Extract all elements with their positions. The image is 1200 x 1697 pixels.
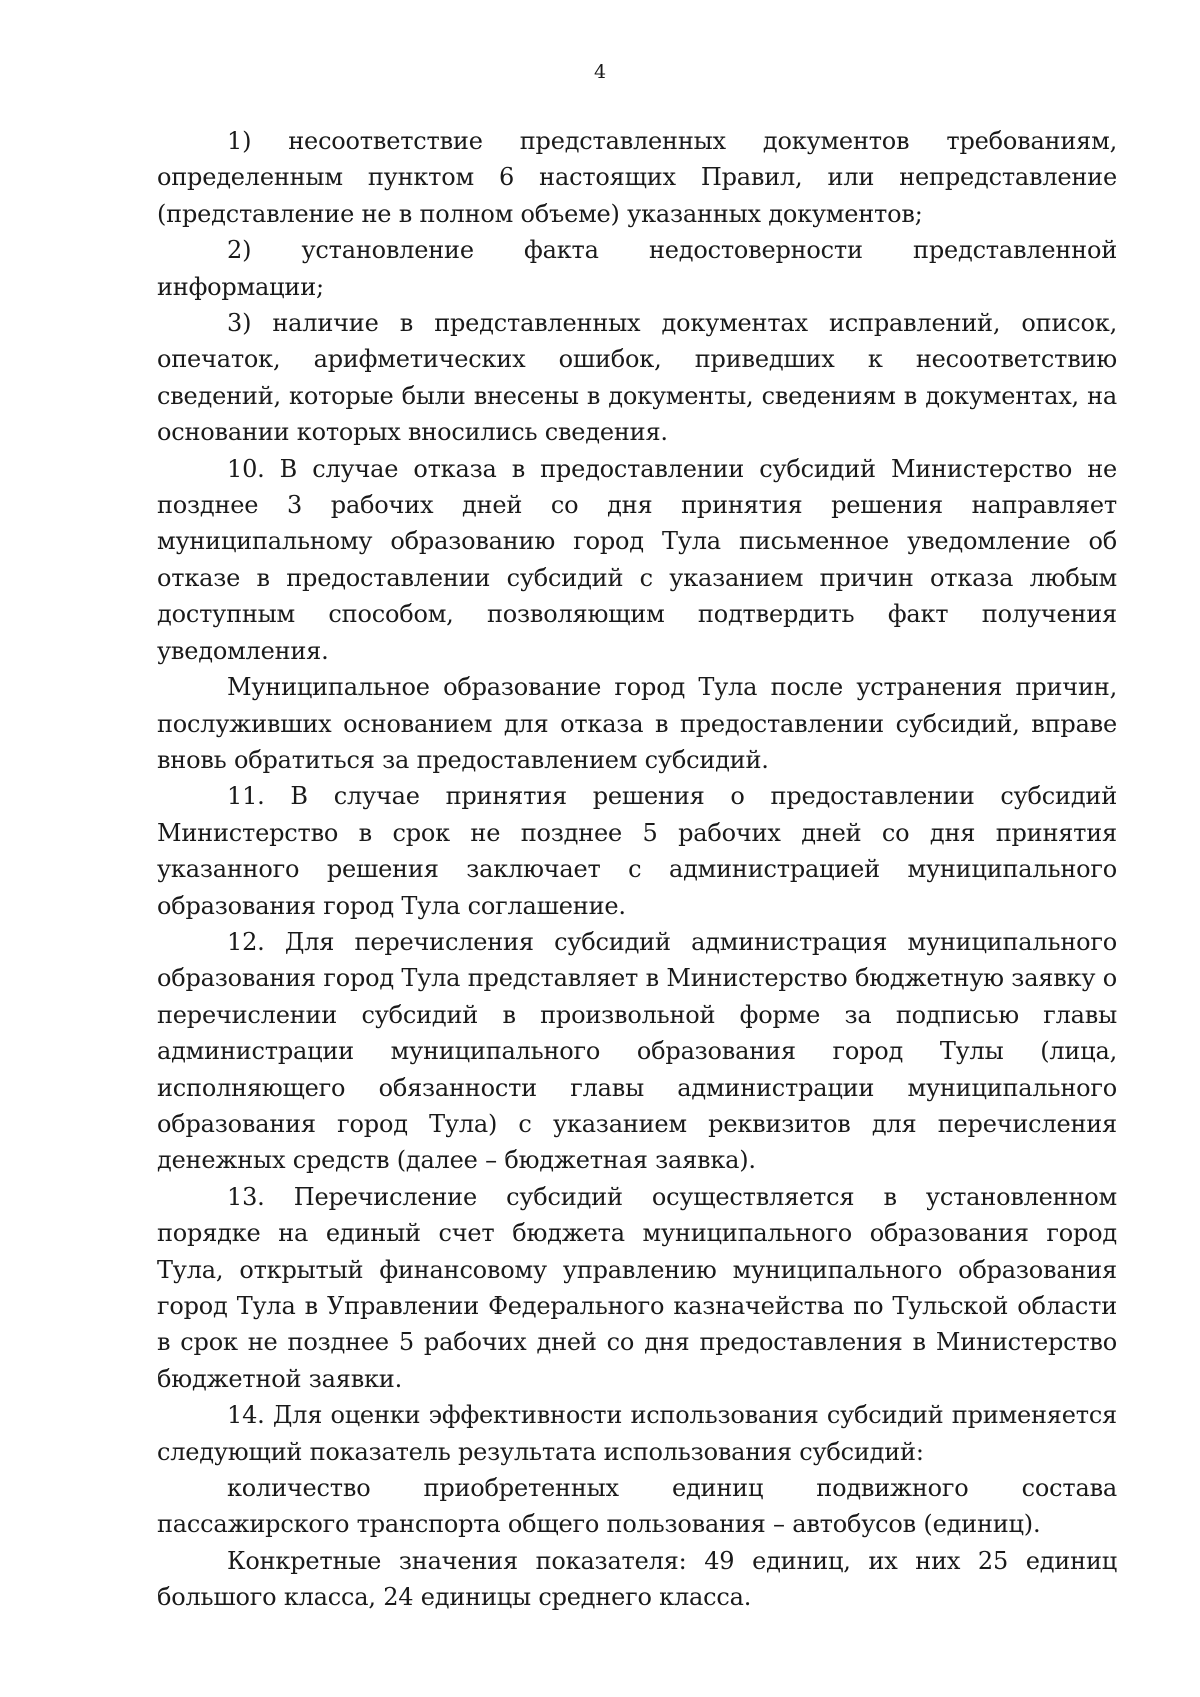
document-body (157, 123, 1117, 1616)
paragraph-12: 12. Для перечисления субсидий администрация муниципального образования город Тула представляет в Министерство бюджетную заявку о перечислении субсидий в произвольной форме за подписью главы администрации муниципального образования город Тулы (лица, исполняющего обязанности главы администрации муниципального образования город Тула) с указанием реквизитов для перечисления денежных средств (далее – бюджетная заявка). (157, 927, 1117, 1175)
paragraph-14: 14. Для оценки эффективности использования субсидий применяется следующий показатель результата использования субсидий: (157, 1401, 1117, 1466)
paragraph-10-continuation: Муниципальное образование город Тула после устранения причин, послуживших основанием для отказа в предоставлении субсидий, вправе вновь обратиться за предоставлением субсидий. (157, 673, 1117, 774)
page-number: 4 (593, 61, 607, 83)
paragraph-11: 11. В случае принятия решения о предоставлении субсидий Министерство в срок не позднее 5 рабочих дней со дня принятия указанного решения заключает с администрацией муниципального образования город Тула соглашение. (157, 782, 1117, 920)
paragraph-item-1: 1) несоответствие представленных документов требованиям, определенным пунктом 6 настоящих Правил, или непредставление (представление не в полном объеме) указанных документов; (157, 127, 1117, 228)
paragraph-13: 13. Перечисление субсидий осуществляется в установленном порядке на единый счет бюджета муниципального образования город Тула, открытый финансовому управлению муниципального образования город Тула в Управлении Федерального казначейства по Тульской области в срок не позднее 5 рабочих дней со дня предоставления в Министерство бюджетной заявки. (157, 1182, 1117, 1393)
paragraph-14-indicator: количество приобретенных единиц подвижного состава пассажирского транспорта общего пользования – автобусов (единиц). (157, 1474, 1117, 1539)
paragraph-item-3: 3) наличие в представленных документах исправлений, описок, опечаток, арифметических ошибок, приведших к несоответствию сведений, которые были внесены в документы, сведениям в документах, на основании которых вносились сведения. (157, 309, 1117, 447)
paragraph-10: 10. В случае отказа в предоставлении субсидий Министерство не позднее 3 рабочих дней со дня принятия решения направляет муниципальному образованию город Тула письменное уведомление об отказе в предоставлении субсидий с указанием причин отказа любым доступным способом, позволяющим подтвердить факт получения уведомления. (157, 454, 1117, 665)
paragraph-item-2: 2) установление факта недостоверности представленной информации; (157, 236, 1117, 301)
paragraph-14-values: Конкретные значения показателя: 49 единиц, их них 25 единиц большого класса, 24 единицы среднего класса. (157, 1546, 1117, 1612)
